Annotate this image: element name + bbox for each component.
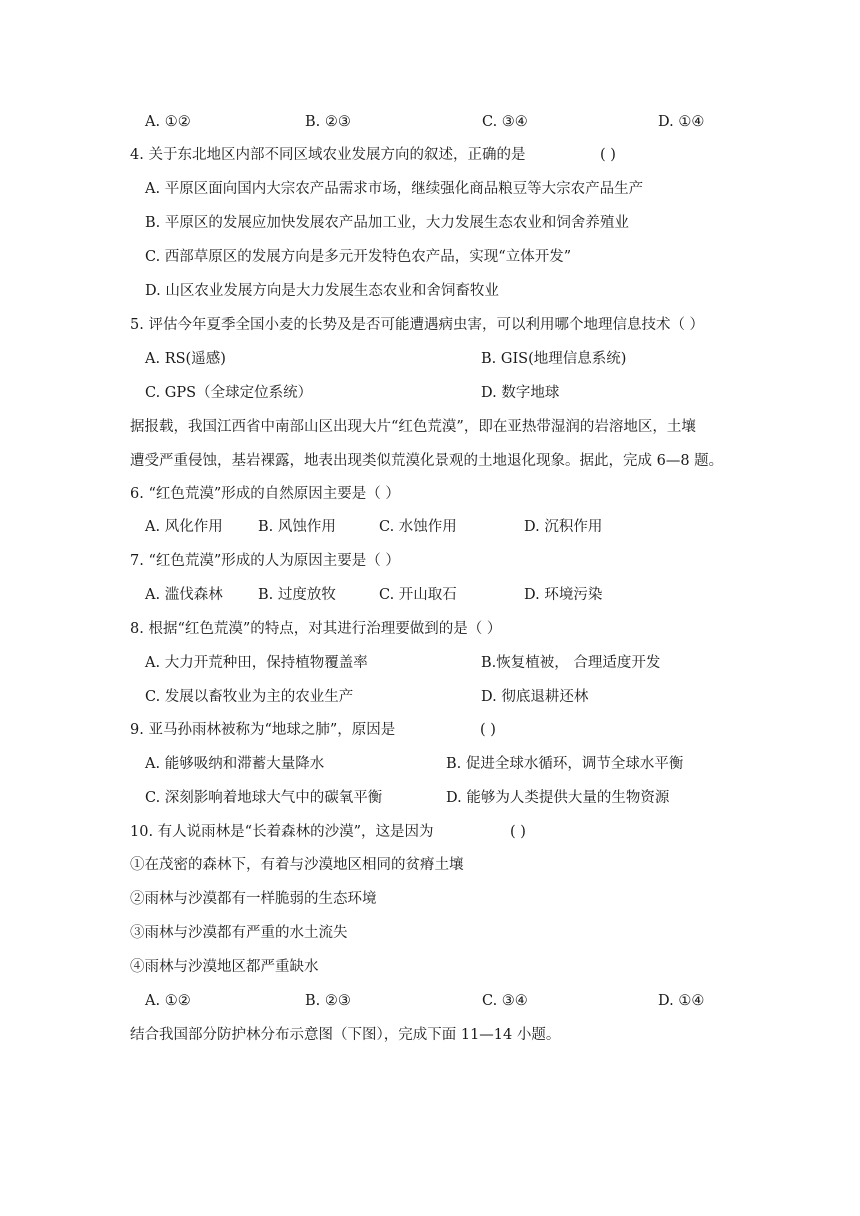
q9-option-c: C. 深刻影响着地球大气中的碳氧平衡: [145, 790, 383, 806]
q6-option-b: B. 风蚀作用: [258, 519, 336, 535]
passage-11-14: 结合我国部分防护林分布示意图（下图），完成下面 11—14 小题。: [130, 1027, 561, 1043]
q9-option-b: B. 促进全球水循环，调节全球水平衡: [446, 756, 684, 772]
q6-option-c: C. 水蚀作用: [379, 519, 457, 535]
q4-option-a: A. 平原区面向国内大宗农产品需求市场，继续强化商品粮豆等大宗农产品生产: [145, 181, 644, 197]
q8-option-b: B.恢复植被， 合理适度开发: [481, 655, 661, 671]
q7-option-a: A. 滥伐森林: [145, 587, 223, 603]
q4-option-d: D. 山区农业发展方向是大力发展生态农业和舍饲畜牧业: [145, 283, 499, 299]
q5-option-b: B. GIS(地理信息系统): [481, 351, 627, 367]
q7-option-d: D. 环境污染: [524, 587, 603, 603]
q8-option-c: C. 发展以畜牧业为主的农业生产: [145, 689, 354, 705]
q4-option-c: C. 西部草原区的发展方向是多元开发特色农产品，实现“立体开发”: [145, 249, 572, 265]
q9-option-d: D. 能够为人类提供大量的生物资源: [446, 790, 670, 806]
q5-option-d: D. 数字地球: [481, 385, 560, 401]
q10-bracket: ( ): [510, 824, 526, 840]
q5-option-c: C. GPS（全球定位系统）: [145, 385, 313, 401]
passage-line-1: 据报载，我国江西省中南部山区出现大片“红色荒漠”，即在亚热带湿润的岩溶地区，土壤: [130, 419, 696, 435]
q5-stem: 5. 评估今年夏季全国小麦的长势及是否可能遭遇病虫害，可以利用哪个地理信息技术（ ）: [130, 317, 705, 333]
option-a: A. ①②: [145, 114, 191, 130]
q10-stem: 10. 有人说雨林是“长着森林的沙漠”，这是因为: [130, 824, 434, 840]
q4-option-b: B. 平原区的发展应加快发展农产品加工业，大力发展生态农业和饲舍养殖业: [145, 215, 629, 231]
q4-stem: 4. 关于东北地区内部不同区域农业发展方向的叙述，正确的是: [130, 147, 526, 163]
q3-options: [145, 112, 745, 132]
q10-statement-1: ①在茂密的森林下，有着与沙漠地区相同的贫瘠土壤: [130, 857, 464, 873]
q8-option-a: A. 大力开荒种田，保持植物覆盖率: [145, 655, 368, 671]
q10-statement-4: ④雨林与沙漠地区都严重缺水: [130, 959, 319, 975]
q7-option-b: B. 过度放牧: [258, 587, 336, 603]
q6-option-d: D. 沉积作用: [524, 519, 603, 535]
q7-option-c: C. 开山取石: [379, 587, 457, 603]
option-b: B. ②③: [305, 993, 351, 1009]
q7-stem: 7. “红色荒漠”形成的人为原因主要是（ ）: [130, 553, 400, 569]
q6-option-a: A. 风化作用: [145, 519, 223, 535]
option-d: D. ①④: [658, 114, 705, 130]
passage-line-2: 遭受严重侵蚀，基岩裸露，地表出现类似荒漠化景观的土地退化现象。据此，完成 6—8 题。: [130, 453, 724, 469]
q10-statement-2: ②雨林与沙漠都有一样脆弱的生态环境: [130, 891, 377, 907]
option-a: A. ①②: [145, 993, 191, 1009]
q9-stem: 9. 亚马孙雨林被称为“地球之肺”，原因是: [130, 722, 396, 738]
q9-bracket: ( ): [480, 722, 496, 738]
option-d: D. ①④: [658, 993, 705, 1009]
q8-option-d: D. 彻底退耕还林: [481, 689, 589, 705]
option-c: C. ③④: [482, 993, 528, 1009]
q8-stem: 8. 根据“红色荒漠”的特点，对其进行治理要做到的是（ ）: [130, 621, 502, 637]
q5-option-a: A. RS(遥感): [145, 351, 226, 367]
q10-statement-3: ③雨林与沙漠都有严重的水土流失: [130, 925, 348, 941]
q10-options: [145, 991, 745, 1011]
q4-bracket: ( ): [600, 147, 616, 163]
option-b: B. ②③: [305, 114, 351, 130]
q9-option-a: A. 能够吸纳和滞蓄大量降水: [145, 756, 325, 772]
q6-stem: 6. “红色荒漠”形成的自然原因主要是（ ）: [130, 486, 400, 502]
option-c: C. ③④: [482, 114, 528, 130]
